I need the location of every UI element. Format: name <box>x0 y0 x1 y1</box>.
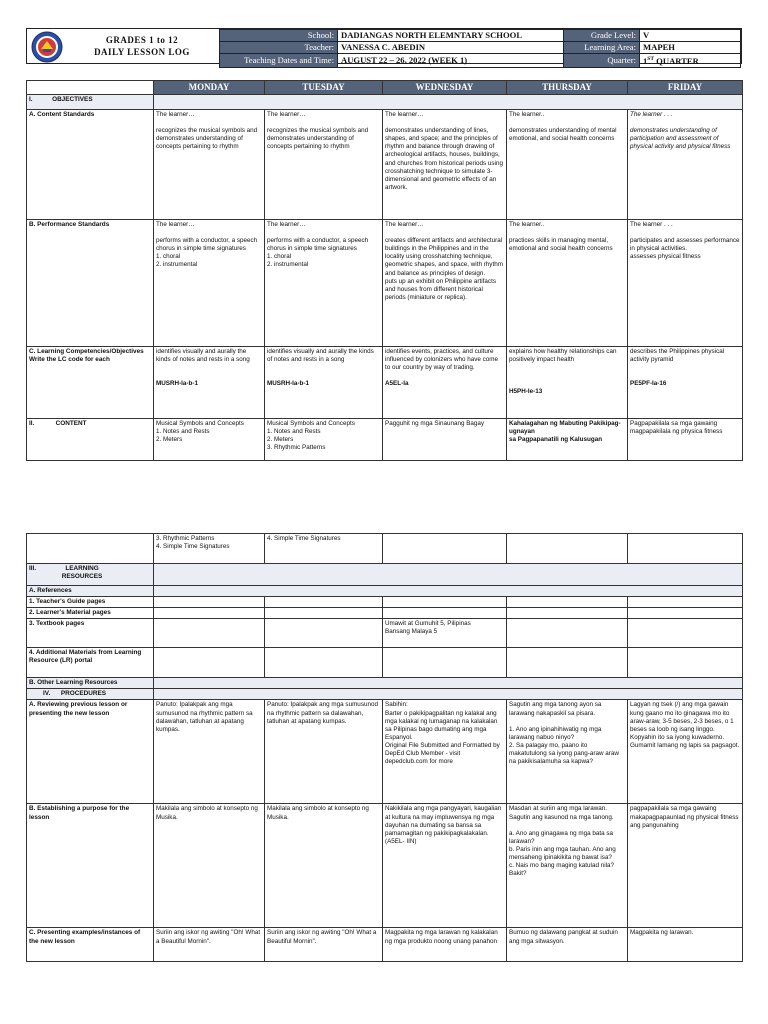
other-resources-label: B. Other Learning Resources <box>27 678 154 689</box>
presenting-monday: Suriin ang iskor ng awiting "Oh! What a Beautiful Mornin". <box>154 928 265 962</box>
deped-seal-icon <box>31 31 63 63</box>
learning-area-label: Learning Area: <box>564 42 640 54</box>
presenting-label: C. Presenting examples/instances of the new lesson <box>27 928 154 962</box>
content-cont-friday <box>628 534 743 564</box>
lc-code-thursday: H5PH-Ie-13 <box>509 388 543 396</box>
procedures-label: IV. PROCEDURES <box>27 689 154 700</box>
purpose-label: B. Establishing a purpose for the lesson <box>27 804 154 928</box>
content-standards-friday: The learner . . . demonstrates understanding of participation and assessment of physical activity and physical fitness <box>628 110 743 220</box>
quarter-value: 1ST QUARTER <box>640 54 741 68</box>
textbook-pages-wednesday: Umawit at Gumuhit 5, Pilipinas Bansang Malaya 5 <box>383 619 507 648</box>
grade-level-value: V <box>640 30 741 42</box>
reviewing-label: A. Reviewing previous lesson or presenting the new lesson <box>27 700 154 804</box>
presenting-friday: Magpakita ng larawan. <box>628 928 743 962</box>
content-standards-tuesday: The learner… recognizes the musical symbols and demonstrates understanding of concepts pertaining to rhythm <box>265 110 383 220</box>
day-header-monday: MONDAY <box>154 81 265 95</box>
school-value: DADIANGAS NORTH ELEMNTARY SCHOOL <box>338 30 564 42</box>
reviewing-friday: Lagyan ng tsek (/) ang mga gawain kung gaano mo ito ginagawa mo ito araw-araw, 3-5 beses, 2-3 beses, o 1 beses sa loob ng isang linggo. Kopyahin ito sa iyong kuwaderno. Gumamit lamang ng lapis sa pagsagot. <box>628 700 743 804</box>
content-tuesday: Musical Symbols and Concepts 1. Notes and Rests 2. Meters 3. Rhythmic Patterns <box>265 419 383 461</box>
other-resources-band <box>154 678 743 689</box>
day-header-wednesday: WEDNESDAY <box>383 81 507 95</box>
reviewing-wednesday: Sabihin: Barter o pakikipagpalitan ng kalakal ang mga kalakal ng lumaganap na kalakalan sa Pilipinas bago dumating ang mga Espanyol. Original File Submitted and Formatted by DepEd Club Member - visit depedclub.com for more <box>383 700 507 804</box>
content-cont-thursday <box>507 534 628 564</box>
lc-code-friday: PE5PF-Ia-16 <box>630 380 667 388</box>
performance-standards-wednesday: The learner… creates different artifacts and architectural buildings in the Philippines and in the locality using crosshatching technique, geometric shapes, and space, with rhythm and balance as principles of design. puts up an exhibit on Philippine artifacts and houses from different historical periods (miniature or replica). <box>383 220 507 347</box>
reviewing-thursday: Sagutin ang mga tanong ayon sa larawang nakapaskil sa pisara. 1. Ano ang ipinahihiwatig ng mga larawang nabuo ninyo? 2. Sa palagay mo, paano ito makatutulong sa iyong pang-araw araw na pakikisalamuha sa kapwa? <box>507 700 628 804</box>
content-standards-wednesday: The learner… demonstrates understanding of lines, shapes, and space; and the principles of rhythm and balance through drawing of archeological artifacts, houses, buildings, and churches from historical periods using crosshatching technique to simulate 3-dimensional and geometric effects of an artwork. <box>383 110 507 220</box>
performance-standards-tuesday: The learner… performs with a conductor, a speech chorus in simple time signatures 1. choral 2. instrumental <box>265 220 383 347</box>
procedures-band <box>154 689 743 700</box>
lesson-table-page2 <box>26 533 743 962</box>
day-header-tuesday: TUESDAY <box>265 81 383 95</box>
header-info-table <box>219 29 741 68</box>
content-cont-tuesday: 4. Simple Time Signatures <box>265 534 383 564</box>
content-standards-label: A. Content Standards <box>27 110 154 220</box>
teaching-dates-value: AUGUST 22 – 26, 2022 (WEEK 1) <box>338 54 564 68</box>
purpose-monday: Makilala ang simbolo at konsepto ng Musika. <box>154 804 265 928</box>
competencies-friday: describes the Philippines physical activity pyramid PE5PF-Ia-16 <box>628 347 743 419</box>
purpose-tuesday: Makilala ang simbolo at konsepto ng Musika. <box>265 804 383 928</box>
learning-resources-band <box>154 564 743 586</box>
learning-area-value: MAPEH <box>640 42 741 54</box>
content-cont-wednesday <box>383 534 507 564</box>
competencies-label: C. Learning Competencies/Objectives Write the LC code for each <box>27 347 154 419</box>
purpose-friday: pagpapakilala sa mga gawaing makapagpapaunlad ng physical fitness ang pangunahing <box>628 804 743 928</box>
presenting-thursday: Bumuo ng dalawang pangkat at suduin ang mga sitwasyon. <box>507 928 628 962</box>
learning-resources-label: III. LEARNING RESOURCES <box>27 564 154 586</box>
lc-code-tuesday: MUSRH-Ia-b-1 <box>267 380 309 388</box>
competencies-wednesday: identifies events, practices, and culture influenced by colonizers who have come to our country by way of trading. A5EL-Ia <box>383 347 507 419</box>
lesson-table-page1 <box>26 80 743 461</box>
teacher-label: Teacher: <box>220 42 338 54</box>
references-label: A. References <box>27 586 154 597</box>
day-header-friday: FRIDAY <box>628 81 743 95</box>
competencies-tuesday: identifies visually and aurally the kinds of notes and rests in a song MUSRH-Ia-b-1 <box>265 347 383 419</box>
corner-cell <box>27 81 154 95</box>
quarter-label: Quarter: <box>564 54 640 68</box>
lc-code-monday: MUSRH-Ia-b-1 <box>156 380 198 388</box>
reviewing-tuesday: Panuto: Ipalakpak ang mga sumusunod na rhythmic pattern sa dalawahan, tatluhan at apatang kumpas. <box>265 700 383 804</box>
lc-code-wednesday: A5EL-Ia <box>385 380 409 388</box>
reviewing-monday: Panuto: Ipalakpak ang mga sumusunod na rhythmic pattern sa dalawahan, tatluhan at apatang kumpas. <box>154 700 265 804</box>
textbook-pages-label: 3. Textbook pages <box>27 619 154 648</box>
competencies-thursday: explains how healthy relationships can positively impact health H5PH-Ie-13 <box>507 347 628 419</box>
lesson-log-header <box>26 28 742 64</box>
content-row-label: II. CONTENT <box>27 419 154 461</box>
day-header-thursday: THURSDAY <box>507 81 628 95</box>
purpose-thursday: Masdan at suriin ang mga larawan. Sagutin ang kasunod na mga tanong. a. Ano ang ginagawa ng mga bata sa larawan? b. Paris inin ang mga tauhan. Ano ang mensaheng ipinakikita ng bawat isa? c. Nais mo bang maging katulad nila? Bakit? <box>507 804 628 928</box>
performance-standards-friday: The learner . . . participates and assesses performance in physical activities. assesses physical fitness <box>628 220 743 347</box>
learners-material-label: 2. Learner's Material pages <box>27 608 154 619</box>
competencies-monday: identifies visually and aurally the kinds of notes and rests in a song MUSRH-Ia-b-1 <box>154 347 265 419</box>
additional-materials-label: 4. Additional Materials from Learning Resource (LR) portal <box>27 648 154 678</box>
objectives-row-label: I. OBJECTIVES <box>27 95 154 110</box>
daily-lesson-log-label: DAILY LESSON LOG <box>94 47 190 57</box>
school-label: School: <box>220 30 338 42</box>
references-band <box>154 586 743 597</box>
grade-level-label: Grade Level: <box>564 30 640 42</box>
content-thursday: Kahalagahan ng Mabuting Pakikipag-ugnayan sa Pagpapanatili ng Kalusugan <box>507 419 628 461</box>
content-cont-label <box>27 534 154 564</box>
content-friday: Pagpapakilala sa mga gawaing magpapakilala ng physica fitness <box>628 419 743 461</box>
teacher-value: VANESSA C. ABEDIN <box>338 42 564 54</box>
teachers-guide-label: 1. Teacher's Guide pages <box>27 597 154 608</box>
presenting-tuesday: Suriin ang iskor ng awiting "Oh! What a Beautiful Mornin". <box>265 928 383 962</box>
content-monday: Musical Symbols and Concepts 1. Notes and Rests 2. Meters <box>154 419 265 461</box>
presenting-wednesday: Magpakita ng mga larawan ng kalakalan ng mga produkto noong unang panahon <box>383 928 507 962</box>
performance-standards-label: B. Performance Standards <box>27 220 154 347</box>
purpose-wednesday: Nakikilala ang mga pangyayari, kaugalian at kultura na may impluwensya ng mga dayuhan na dumating sa bansa sa pamamagitan ng pakikipagkalakalan. (A5EL- IIN) <box>383 804 507 928</box>
content-wednesday: Pagguhit ng mga Sinaunang Bagay <box>383 419 507 461</box>
objectives-band <box>154 95 743 110</box>
teaching-dates-label: Teaching Dates and Time: <box>220 54 338 68</box>
content-standards-monday: The learner… recognizes the musical symbols and demonstrates understanding of concepts pertaining to rhythm <box>154 110 265 220</box>
grades-label: GRADES 1 to 12 <box>105 35 179 45</box>
header-title <box>67 29 217 63</box>
content-cont-monday: 3. Rhythmic Patterns 4. Simple Time Signatures <box>154 534 265 564</box>
content-standards-thursday: The learner.. demonstrates understanding of mental emotional, and social health concerns <box>507 110 628 220</box>
performance-standards-monday: The learner… performs with a conductor, a speech chorus in simple time signatures 1. choral 2. instrumental <box>154 220 265 347</box>
performance-standards-thursday: The learner.. practices skills in managing mental, emotional and social health concerns <box>507 220 628 347</box>
